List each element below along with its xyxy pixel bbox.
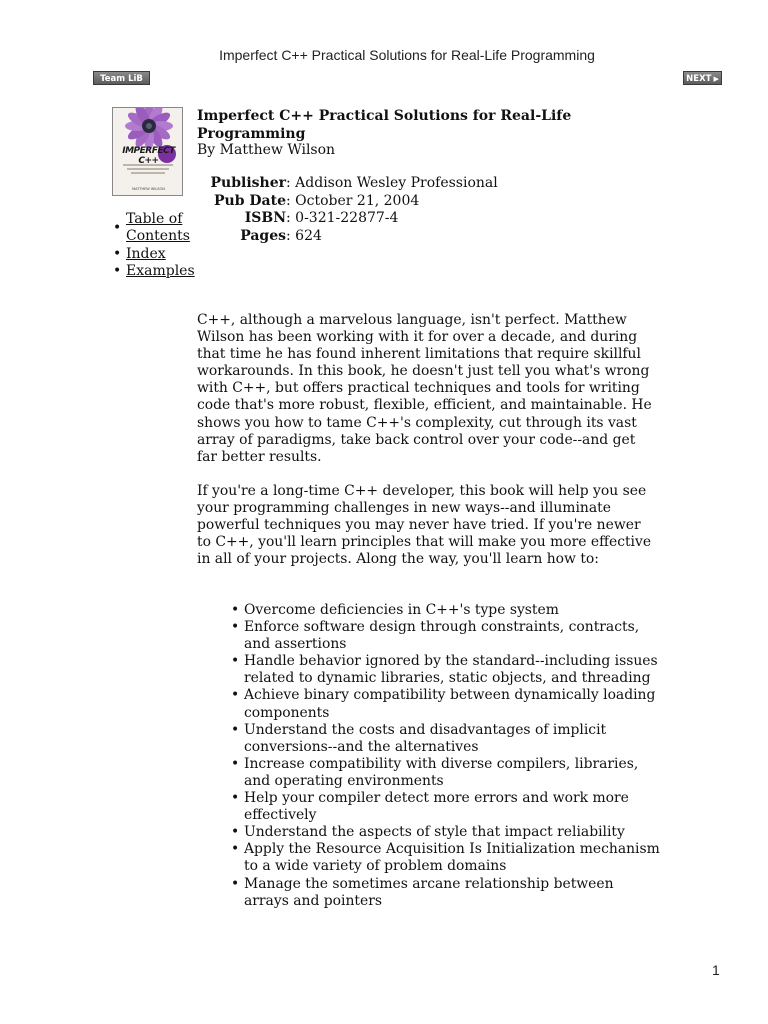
skills-list (230, 602, 660, 910)
list-item: • Understand the aspects of style that impact reliability (230, 824, 660, 841)
list-item: • Understand the costs and disadvantages of implicit conversions--and the alternatives (230, 722, 660, 756)
team-lib-label: Team LiB (100, 74, 143, 84)
examples-link[interactable]: Examples (126, 262, 195, 279)
book-metadata (197, 175, 498, 245)
book-author: By Matthew Wilson (197, 142, 336, 158)
meta-label: Pages (240, 227, 286, 244)
next-label: NEXT (686, 74, 712, 84)
meta-isbn (197, 210, 498, 228)
meta-value: : 624 (286, 227, 322, 244)
list-item (112, 246, 196, 263)
list-item: • Handle behavior ignored by the standard--including issues related to dynamic libraries, static objects, and threading (230, 653, 660, 687)
meta-label: Publisher (210, 175, 286, 191)
description-paragraph-2: If you're a long-time C++ developer, this book will help you see your programming challenges in new ways--and illuminate powerful techniques you may never have tried. If you're newer to C++, you'll learn principles that will make you more effective in all of your projects. Along the way, you'll learn how to: (197, 483, 652, 568)
meta-value: : 0-321-22877-4 (286, 210, 399, 226)
table-of-contents-link[interactable]: Table of Contents (126, 211, 190, 245)
page-number: 1 (712, 962, 720, 978)
list-item (112, 263, 196, 280)
index-link[interactable]: Index (126, 245, 166, 262)
meta-label: Pub Date (214, 192, 286, 209)
cover-title: IMPERFECT C++ (122, 146, 175, 166)
meta-label: ISBN (244, 210, 286, 226)
toc-links (112, 211, 196, 280)
list-item: • Enforce software design through constraints, contracts, and assertions (230, 619, 660, 653)
list-item: • Manage the sometimes arcane relationship between arrays and pointers (230, 876, 660, 910)
next-page-button[interactable] (683, 71, 722, 85)
book-title: Imperfect C++ Practical Solutions for Real-Life Programming (197, 108, 572, 142)
list-item: • Apply the Resource Acquisition Is Initialization mechanism to a wide variety of problem domains (230, 841, 660, 875)
description-paragraph-1: C++, although a marvelous language, isn't perfect. Matthew Wilson has been working with it for over a decade, and during that time he has found inherent limitations that require skillful workarounds. In this book, he doesn't just tell you what's wrong with C++, but offers practical techniques and tools for writing code that's more robust, flexible, efficient, and maintainable. He shows you how to tame C++'s complexity, cut through its vast array of paradigms, take back control over your code--and get far better results. (197, 312, 652, 465)
page-running-title: Imperfect C++ Practical Solutions for Real-Life Programming (219, 47, 595, 63)
list-item: • Achieve binary compatibility between dynamically loading components (230, 687, 660, 721)
meta-value: : October 21, 2004 (286, 192, 420, 209)
meta-pub-date (197, 193, 498, 211)
book-cover-image (112, 107, 183, 196)
team-lib-button[interactable] (93, 71, 150, 85)
list-item: • Increase compatibility with diverse compilers, libraries, and operating environments (230, 756, 660, 790)
meta-publisher (197, 175, 498, 193)
meta-pages (197, 228, 498, 246)
meta-value: : Addison Wesley Professional (286, 175, 498, 191)
list-item: • Overcome deficiencies in C++'s type system (230, 602, 660, 619)
list-item (112, 211, 196, 246)
list-item: • Help your compiler detect more errors and work more effectively (230, 790, 660, 824)
right-arrow-icon: ▶ (713, 75, 719, 83)
cover-author: MATTHEW WILSON (132, 187, 165, 191)
